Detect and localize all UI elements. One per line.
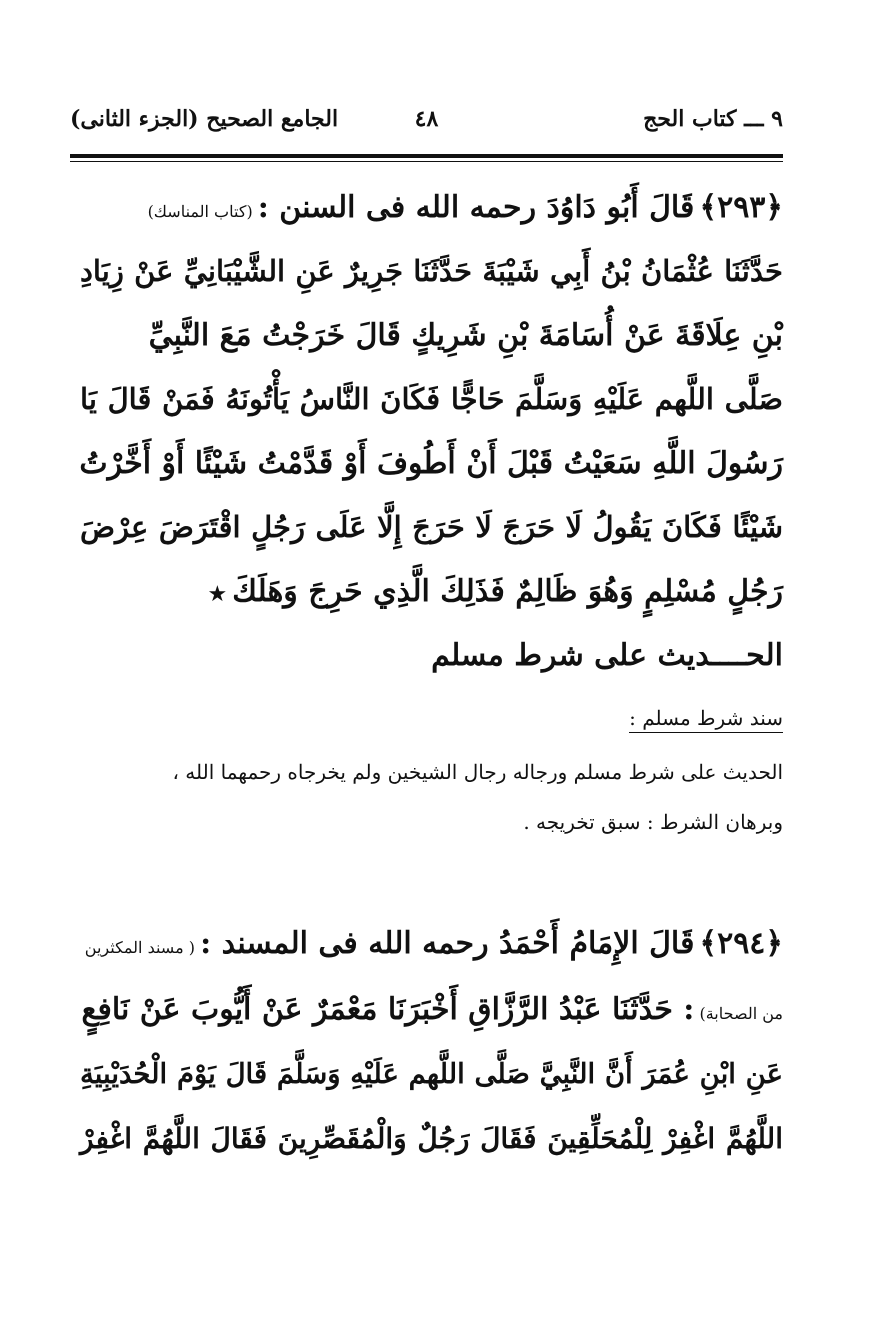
- hadith-source: ( مسند المكثرين: [84, 938, 195, 957]
- hadith-verdict: الحــــديث على شرط مسلم: [431, 638, 783, 673]
- chapter-title: ٩ ـــ كتاب الحج: [643, 106, 783, 132]
- hadith-number: ﴿٢٩٤﴾: [699, 926, 783, 961]
- hadith-text-line: حَدَّثَنَا عُثْمَانُ بْنُ أَبِي شَيْبَةَ حَدَّثَنَا جَرِيرٌ عَنِ الشَّيْبَانِيِّ عَنْ زِيَادِ: [80, 254, 783, 288]
- hadith-294-heading: [80, 926, 783, 961]
- hadith-text-line: عَنِ ابْنِ عُمَرَ أَنَّ النَّبِيَّ صَلَّى اللَّهم عَلَيْهِ وَسَلَّمَ قَالَ يَوْمَ الْحُدَيْبِيَةِ: [80, 1058, 783, 1090]
- book-title: الجامع الصحيح (الجزء الثانى): [70, 106, 339, 132]
- hadith-293-heading: [80, 190, 783, 225]
- hadith-last-line: [80, 574, 783, 609]
- hadith-source: (كتاب المناسك): [147, 202, 253, 221]
- chain-heading: سند شرط مسلم :: [629, 706, 783, 733]
- hadith-text-line: شَيْئًا فَكَانَ يَقُولُ لَا حَرَجَ لَا حَرَجَ إِلَّا عَلَى رَجُلٍ اقْتَرَضَ عِرْضَ: [80, 510, 783, 544]
- hadith-text-line: : حَدَّثَنَا عَبْدُ الرَّزَّاقِ أَخْبَرَنَا مَعْمَرٌ عَنْ أَيُّوبَ عَنْ نَافِعٍ: [81, 992, 695, 1027]
- header-rule-thin: [70, 161, 783, 162]
- page-number: ٤٨: [414, 106, 439, 132]
- hadith-text-line: اللَّهُمَّ اغْفِرْ لِلْمُحَلِّقِينَ فَقَالَ رَجُلٌ وَالْمُقَصِّرِينَ فَقَالَ اللَّهُمَّ اغْفِرْ: [80, 1122, 783, 1155]
- star-icon: ★: [207, 582, 228, 607]
- hadith-text-line: رَجُلٍ مُسْلِمٍ وَهُوَ ظَالِمٌ فَذَلِكَ الَّذِي حَرِجَ وَهَلَكَ: [232, 574, 783, 609]
- header-rule: [70, 154, 783, 158]
- hadith-text-line: بْنِ عِلَاقَةَ عَنْ أُسَامَةَ بْنِ شَرِيكٍ قَالَ خَرَجْتُ مَعَ النَّبِيِّ: [148, 318, 783, 353]
- hadith-text-line: رَسُولَ اللَّهِ سَعَيْتُ قَبْلَ أَنْ أَطُوفَ أَوْ قَدَّمْتُ شَيْئًا أَوْ أَخَّرْتُ: [79, 446, 783, 481]
- hadith-text-line: صَلَّى اللَّهم عَلَيْهِ وَسَلَّمَ حَاجًّا فَكَانَ النَّاسُ يَأْتُونَهُ فَمَنْ قَالَ يَا: [80, 382, 783, 416]
- chain-heading-wrap: [80, 706, 783, 733]
- chain-proof: وبرهان الشرط : سبق تخريجه .: [523, 810, 783, 834]
- chain-note: الحديث على شرط مسلم ورجاله رجال الشيخين ولم يخرجاه رحمهما الله ،: [172, 760, 783, 784]
- hadith-intro: قَالَ الإِمَامُ أَحْمَدُ رحمه الله فى المسند :: [200, 926, 695, 961]
- hadith-number: ﴿٢٩٣﴾: [699, 190, 783, 225]
- hadith-294-line1: [80, 992, 783, 1027]
- hadith-source-cont: من الصحابة): [699, 1004, 783, 1023]
- hadith-intro: قَالَ أَبُو دَاوُدَ رحمه الله فى السنن :: [257, 190, 695, 225]
- page-header: [70, 100, 783, 148]
